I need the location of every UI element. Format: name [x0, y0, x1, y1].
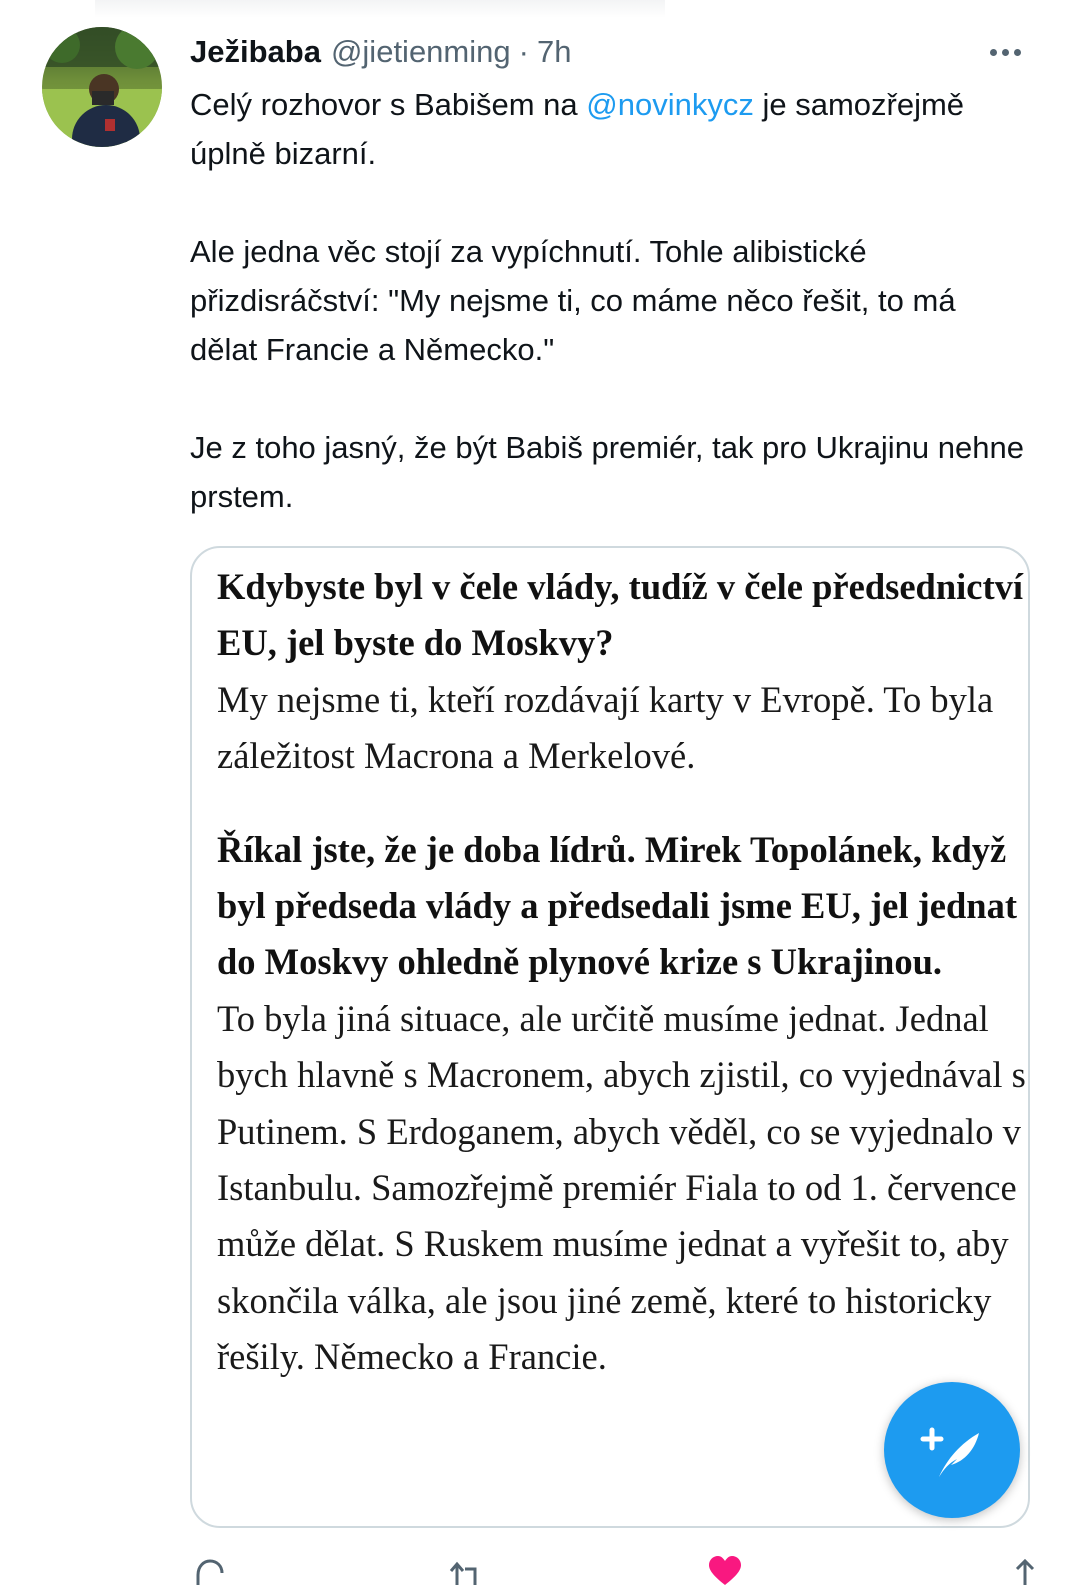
reply-button[interactable]: [190, 1555, 230, 1585]
top-separator: [95, 0, 665, 18]
compose-tweet-icon: [917, 1415, 987, 1485]
display-name[interactable]: Ježibaba: [190, 34, 321, 69]
tweet-paragraph-1: [190, 80, 1030, 178]
retweet-icon: [445, 1555, 485, 1585]
article-screenshot: [217, 559, 1027, 1386]
tweet-actions: [190, 1555, 1030, 1585]
heart-icon: [705, 1555, 745, 1585]
more-options-icon[interactable]: [980, 32, 1030, 72]
avatar-photo: [42, 27, 162, 147]
mention-link[interactable]: @novinkycz: [586, 87, 754, 122]
timestamp[interactable]: 7h: [536, 34, 572, 69]
dot: [1014, 49, 1021, 56]
dot: [1002, 49, 1009, 56]
share-icon: [1005, 1555, 1045, 1585]
user-handle[interactable]: @jietienming: [330, 34, 511, 69]
dot: [990, 49, 997, 56]
interview-answer-2: To byla jiná situace, ale určitě musíme jednat. Jednal bych hlavně s Macronem, abych zjistil, co vyjednával s Putinem. S Erdoganem, abych věděl, co se vyjednalo v Istanbulu. Samozřejmě premiér Fiala to od 1. července může dělat. S Ruskem musíme jednat a vyřešit to, aby skončila válka, ale jsou jiné země, které to historicky řešily. Německo a Francie.: [217, 997, 1026, 1378]
media-image-card[interactable]: [190, 546, 1030, 1528]
retweet-button[interactable]: [445, 1555, 485, 1585]
interview-question-1: Kdybyste byl v čele vlády, tudíž v čele předsednictví EU, jel byste do Moskvy?: [217, 566, 1024, 664]
tweet-header: [190, 30, 571, 74]
tweet-paragraph-3: Je z toho jasný, že být Babiš premiér, tak pro Ukrajinu nehne prstem.: [190, 430, 1024, 514]
text-segment: je samozřejmě úplně bizarní.: [190, 87, 965, 171]
like-button[interactable]: [705, 1555, 745, 1585]
interview-question-2: Říkal jste, že je doba lídrů. Mirek Topolánek, když byl předseda vlády a předsedali jsme EU, jel jednat do Moskvy ohledně plynové krize s Ukrajinou.: [217, 828, 1017, 983]
interview-answer-1: My nejsme ti, kteří rozdávají karty v Evropě. To byla záležitost Macrona a Merkelové.: [217, 678, 994, 777]
paragraph-gap: [217, 785, 1027, 822]
tweet-paragraph-2: Ale jedna věc stojí za vypíchnutí. Tohle alibistické přizdisráčství: "My nejsme ti, co máme něco řešit, to má dělat Francie a Německo.": [190, 234, 956, 367]
tweet-text: [190, 80, 1030, 570]
text-segment: Celý rozhovor s Babišem na: [190, 87, 587, 122]
share-button[interactable]: [1005, 1555, 1045, 1585]
separator-dot: ·: [518, 34, 529, 69]
reply-icon: [190, 1555, 230, 1585]
compose-tweet-button[interactable]: [884, 1382, 1020, 1518]
avatar[interactable]: [42, 27, 162, 147]
